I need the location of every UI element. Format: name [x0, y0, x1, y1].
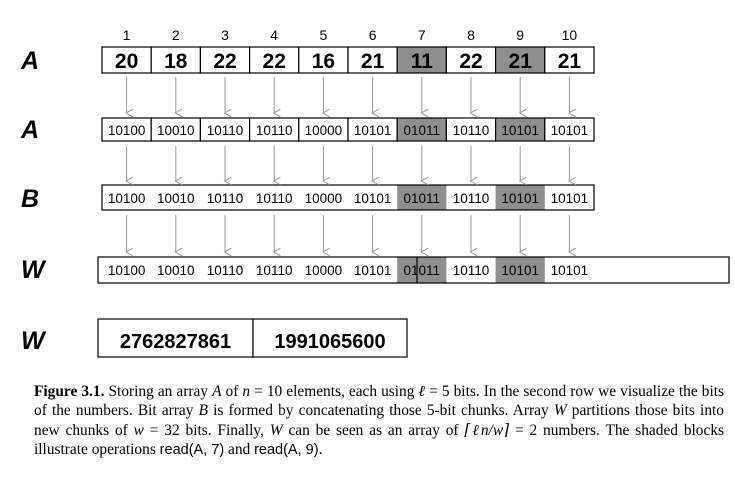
- cell-value: 10000: [304, 123, 343, 138]
- index-label: 7: [417, 27, 426, 43]
- bit-chunk: 10110: [206, 191, 244, 206]
- figure-caption: Figure 3.1. Storing an array A of n = 10 elements, each using ℓ = 5 bits. In the second row we visualize the bits of the numbers. Bit array B is formed by concatenating those 5-bit chunks. Array W partitions those bits into new chunks of w = 32 bits. Finally, W can be seen as an array of ⌈ℓn/w⌉ = 2 numbers. The shaded blocks illustrate operations read(A, 7) and read(A, 9).: [34, 383, 724, 459]
- bit-chunk: 10100: [107, 191, 146, 206]
- bit-chunk: 10110: [452, 263, 490, 278]
- index-label: 9: [516, 27, 525, 43]
- bit-chunk: 10100: [107, 263, 146, 278]
- cell-value: 11: [410, 50, 433, 73]
- bit-chunk: 10101: [550, 191, 589, 206]
- row-label: B: [21, 185, 40, 213]
- array-a-decimal-row: [102, 47, 594, 73]
- word-array-w-numbers-row: [98, 319, 407, 357]
- bit-chunk: 10110: [452, 191, 490, 206]
- cell-value: 01011: [403, 123, 441, 138]
- index-label: 4: [270, 27, 279, 43]
- index-label: 5: [319, 27, 328, 43]
- cell-value: 16: [311, 50, 336, 73]
- row-labels: [20, 47, 47, 355]
- index-labels: [123, 27, 578, 43]
- cell-value: 22: [459, 50, 483, 73]
- cell-value: 22: [262, 50, 286, 73]
- bit-chunk: 10110: [206, 263, 244, 278]
- cell-value: 22: [213, 50, 237, 73]
- cell-value: 21: [508, 50, 532, 73]
- cell-value: 10100: [107, 123, 146, 138]
- index-label: 10: [561, 27, 578, 43]
- row-label: A: [21, 47, 40, 75]
- cell-value: 18: [164, 50, 188, 73]
- cell-value: 10110: [452, 123, 490, 138]
- bit-chunk: 10110: [255, 191, 293, 206]
- cell-value: 20: [114, 50, 139, 73]
- bit-array-b-row: [102, 185, 594, 210]
- word-value: 1991065600: [274, 331, 386, 353]
- word-array-w-bits-row: [98, 257, 729, 283]
- bit-chunk: 01011: [403, 263, 441, 278]
- bit-chunk: 10101: [550, 263, 589, 278]
- arrows: [127, 77, 570, 252]
- cell-value: 10101: [501, 123, 539, 138]
- row-label: A: [21, 116, 40, 144]
- cell-value: 10101: [550, 123, 589, 138]
- index-label: 2: [171, 27, 180, 43]
- row-label: W: [21, 327, 45, 355]
- bit-chunk: 10010: [157, 191, 195, 206]
- row-label: W: [21, 256, 45, 284]
- read-a-9: read(A, 9): [254, 442, 319, 459]
- word-value: 2762827861: [119, 331, 232, 353]
- bit-chunk: 10101: [353, 263, 392, 278]
- array-a-binary-row: [102, 118, 594, 141]
- cell-value: 21: [557, 50, 582, 73]
- bit-chunk: 10000: [304, 191, 343, 206]
- figure-label: Figure 3.1.: [34, 383, 105, 400]
- index-label: 3: [221, 27, 229, 43]
- index-label: 1: [122, 27, 131, 43]
- cell-value: 10010: [157, 123, 195, 138]
- index-label: 6: [368, 27, 377, 43]
- index-label: 8: [467, 27, 475, 43]
- cell-value: 10110: [255, 123, 293, 138]
- bit-chunk: 10000: [304, 263, 343, 278]
- bit-chunk: 10101: [501, 191, 539, 206]
- bit-chunk: 10101: [501, 263, 539, 278]
- cell-value: 10110: [206, 123, 244, 138]
- cell-value: 21: [360, 50, 385, 73]
- bit-chunk: 10101: [353, 191, 392, 206]
- bit-chunk: 10010: [157, 263, 195, 278]
- bit-chunk: 10110: [255, 263, 293, 278]
- cell-value: 10101: [353, 123, 392, 138]
- read-a-7: read(A, 7): [159, 442, 225, 459]
- bit-chunk: 01011: [403, 191, 441, 206]
